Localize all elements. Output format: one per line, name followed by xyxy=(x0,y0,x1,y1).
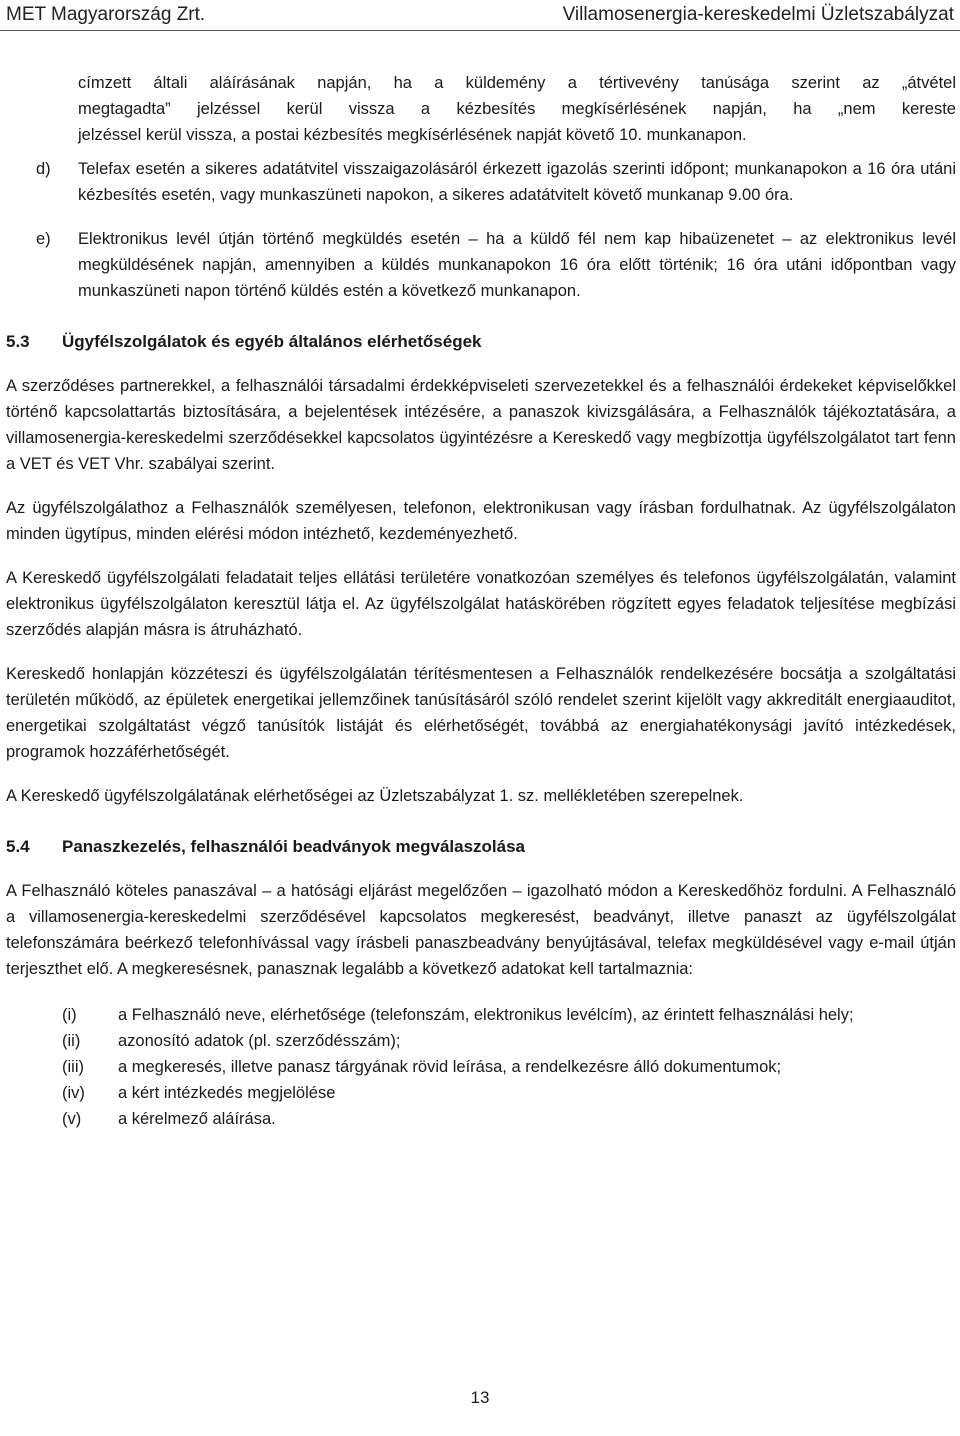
item-label: d) xyxy=(36,160,51,178)
item-label: e) xyxy=(36,230,51,248)
paragraph: A Kereskedő ügyfélszolgálatának elérhetőségei az Üzletszabályzat 1. sz. mellékletében szerepelnek. xyxy=(6,787,744,805)
paragraph: Az ügyfélszolgálathoz a Felhasználók személyesen, telefonon, elektronikusan vagy írásban fordulhatnak. Az ügyfélszolgálaton minden ügytípus, minden elérési módon intézhető, kezdeményezhető. xyxy=(6,499,956,543)
intro-line: címzett általi aláírásának napján, ha a küldemény a tértivevény tanúsága szerint az „átvétel xyxy=(78,74,956,92)
intro-paragraph xyxy=(78,70,956,148)
list-item xyxy=(6,1002,956,1028)
section-heading-5-4 xyxy=(6,834,956,860)
list-item-number: (ii) xyxy=(62,1032,81,1050)
item-text: Elektronikus levél útján történő megküldés esetén – ha a küldő fél nem kap hibaüzenetet – az elektronikus levél megküldésének napján, amennyiben a küldés munkanapokon 16 óra előtt történik; 16 óra utáni időpontban vagy munkaszüneti napon történő küldés estén a következő munkanapon. xyxy=(78,230,956,300)
list-item-text: a Felhasználó neve, elérhetősége (telefonszám, elektronikus levélcím), az érintett felhasználási hely; xyxy=(118,1006,854,1024)
list-item-number: (i) xyxy=(62,1006,77,1024)
section-number: 5.3 xyxy=(6,332,30,351)
list-item-text: a kérelmező aláírása. xyxy=(118,1110,276,1128)
list-item-text: a kért intézkedés megjelölése xyxy=(118,1084,336,1102)
header-company: MET Magyarország Zrt. xyxy=(6,4,206,25)
intro-line: jelzéssel kerül vissza, a postai kézbesítés megkísérlésének napját követő 10. munkanapon. xyxy=(78,126,747,144)
paragraph: A Kereskedő ügyfélszolgálati feladatait teljes ellátási területére vonatkozóan személyes és telefonos ügyfélszolgálatán, valamint elektronikus ügyfélszolgálaton keresztül látja el. Az ügyfélszolgálat hatáskörében rögzített egyes feladatok teljesítése megbízási szerződés alapján másra is átruházható. xyxy=(6,569,956,639)
list-item-number: (iv) xyxy=(62,1084,85,1102)
list-item-number: (iii) xyxy=(62,1058,84,1076)
list-item-e xyxy=(6,226,956,304)
list-item-number: (v) xyxy=(62,1110,82,1128)
list-item xyxy=(6,1028,956,1054)
requirements-list xyxy=(6,1002,956,1132)
paragraph: A szerződéses partnerekkel, a felhasználói társadalmi érdekképviseleti szervezetekkel és a felhasználói érdekeket képviselőkkel történő kapcsolattartás biztosítására, a bejelentések intézésére, a panaszok kivizsgálására, a Felhasználók tájékoztatására, a villamosenergia-kereskedelmi szerződésekkel kapcsolatos ügyintézésre a Kereskedő vagy megbízottja ügyfélszolgálatot tart fenn a VET és VET Vhr. szabályai szerint. xyxy=(6,377,956,473)
item-text: Telefax esetén a sikeres adatátvitel visszaigazolásáról érkezett igazolás szerinti időpont; munkanapokon a 16 óra utáni kézbesítés esetén, vagy munkaszüneti napokon, a sikeres adatátvitelt követő munkanap 9.00 óra. xyxy=(78,160,956,204)
intro-line: megtagadta” jelzéssel kerül vissza a kézbesítés megkísérlésének napján, ha „nem kereste xyxy=(78,100,956,118)
page-header xyxy=(0,0,960,31)
list-item xyxy=(6,1054,956,1080)
list-item xyxy=(6,1080,956,1106)
section-number: 5.4 xyxy=(6,837,30,856)
list-item xyxy=(6,1106,956,1132)
list-item-text: azonosító adatok (pl. szerződésszám); xyxy=(118,1032,401,1050)
header-document-title: Villamosenergia-kereskedelmi Üzletszabályzat xyxy=(562,4,954,25)
section-title: Panaszkezelés, felhasználói beadványok megválaszolása xyxy=(62,837,526,856)
page-number: 13 xyxy=(470,1388,490,1407)
paragraph: A Felhasználó köteles panaszával – a hatósági eljárást megelőzően – igazolható módon a Kereskedőhöz fordulni. A Felhasználó a villamosenergia-kereskedelmi szerződésével kapcsolatos megkeresést, beadványt, illetve panaszt az ügyfélszolgálat telefonszámára beérkező telefonhívással vagy írásbeli panaszbeadvány benyújtásával, telefax megküldésével vagy e-mail útján terjeszthet elő. A megkeresésnek, panasznak legalább a következő adatokat kell tartalmaznia: xyxy=(6,882,956,978)
section-title: Ügyfélszolgálatok és egyéb általános elérhetőségek xyxy=(62,332,482,351)
list-item-d xyxy=(6,156,956,208)
section-heading-5-3 xyxy=(6,329,956,355)
list-item-text: a megkeresés, illetve panasz tárgyának rövid leírása, a rendelkezésre álló dokumentumok; xyxy=(118,1058,782,1076)
document-body xyxy=(6,70,956,1132)
paragraph: Kereskedő honlapján közzéteszi és ügyfélszolgálatán térítésmentesen a Felhasználók rendelkezésére bocsátja a szolgáltatási területén működő, az épületek energetikai jellemzőinek tanúsításáról szóló rendelet szerint kijelölt vagy akkreditált energiaauditot, energetikai szolgáltatást végző tanúsítók listáját és elérhetőségét, továbbá az energiahatékonysági javító intézkedések, programok hozzáférhetőségét. xyxy=(6,665,956,761)
